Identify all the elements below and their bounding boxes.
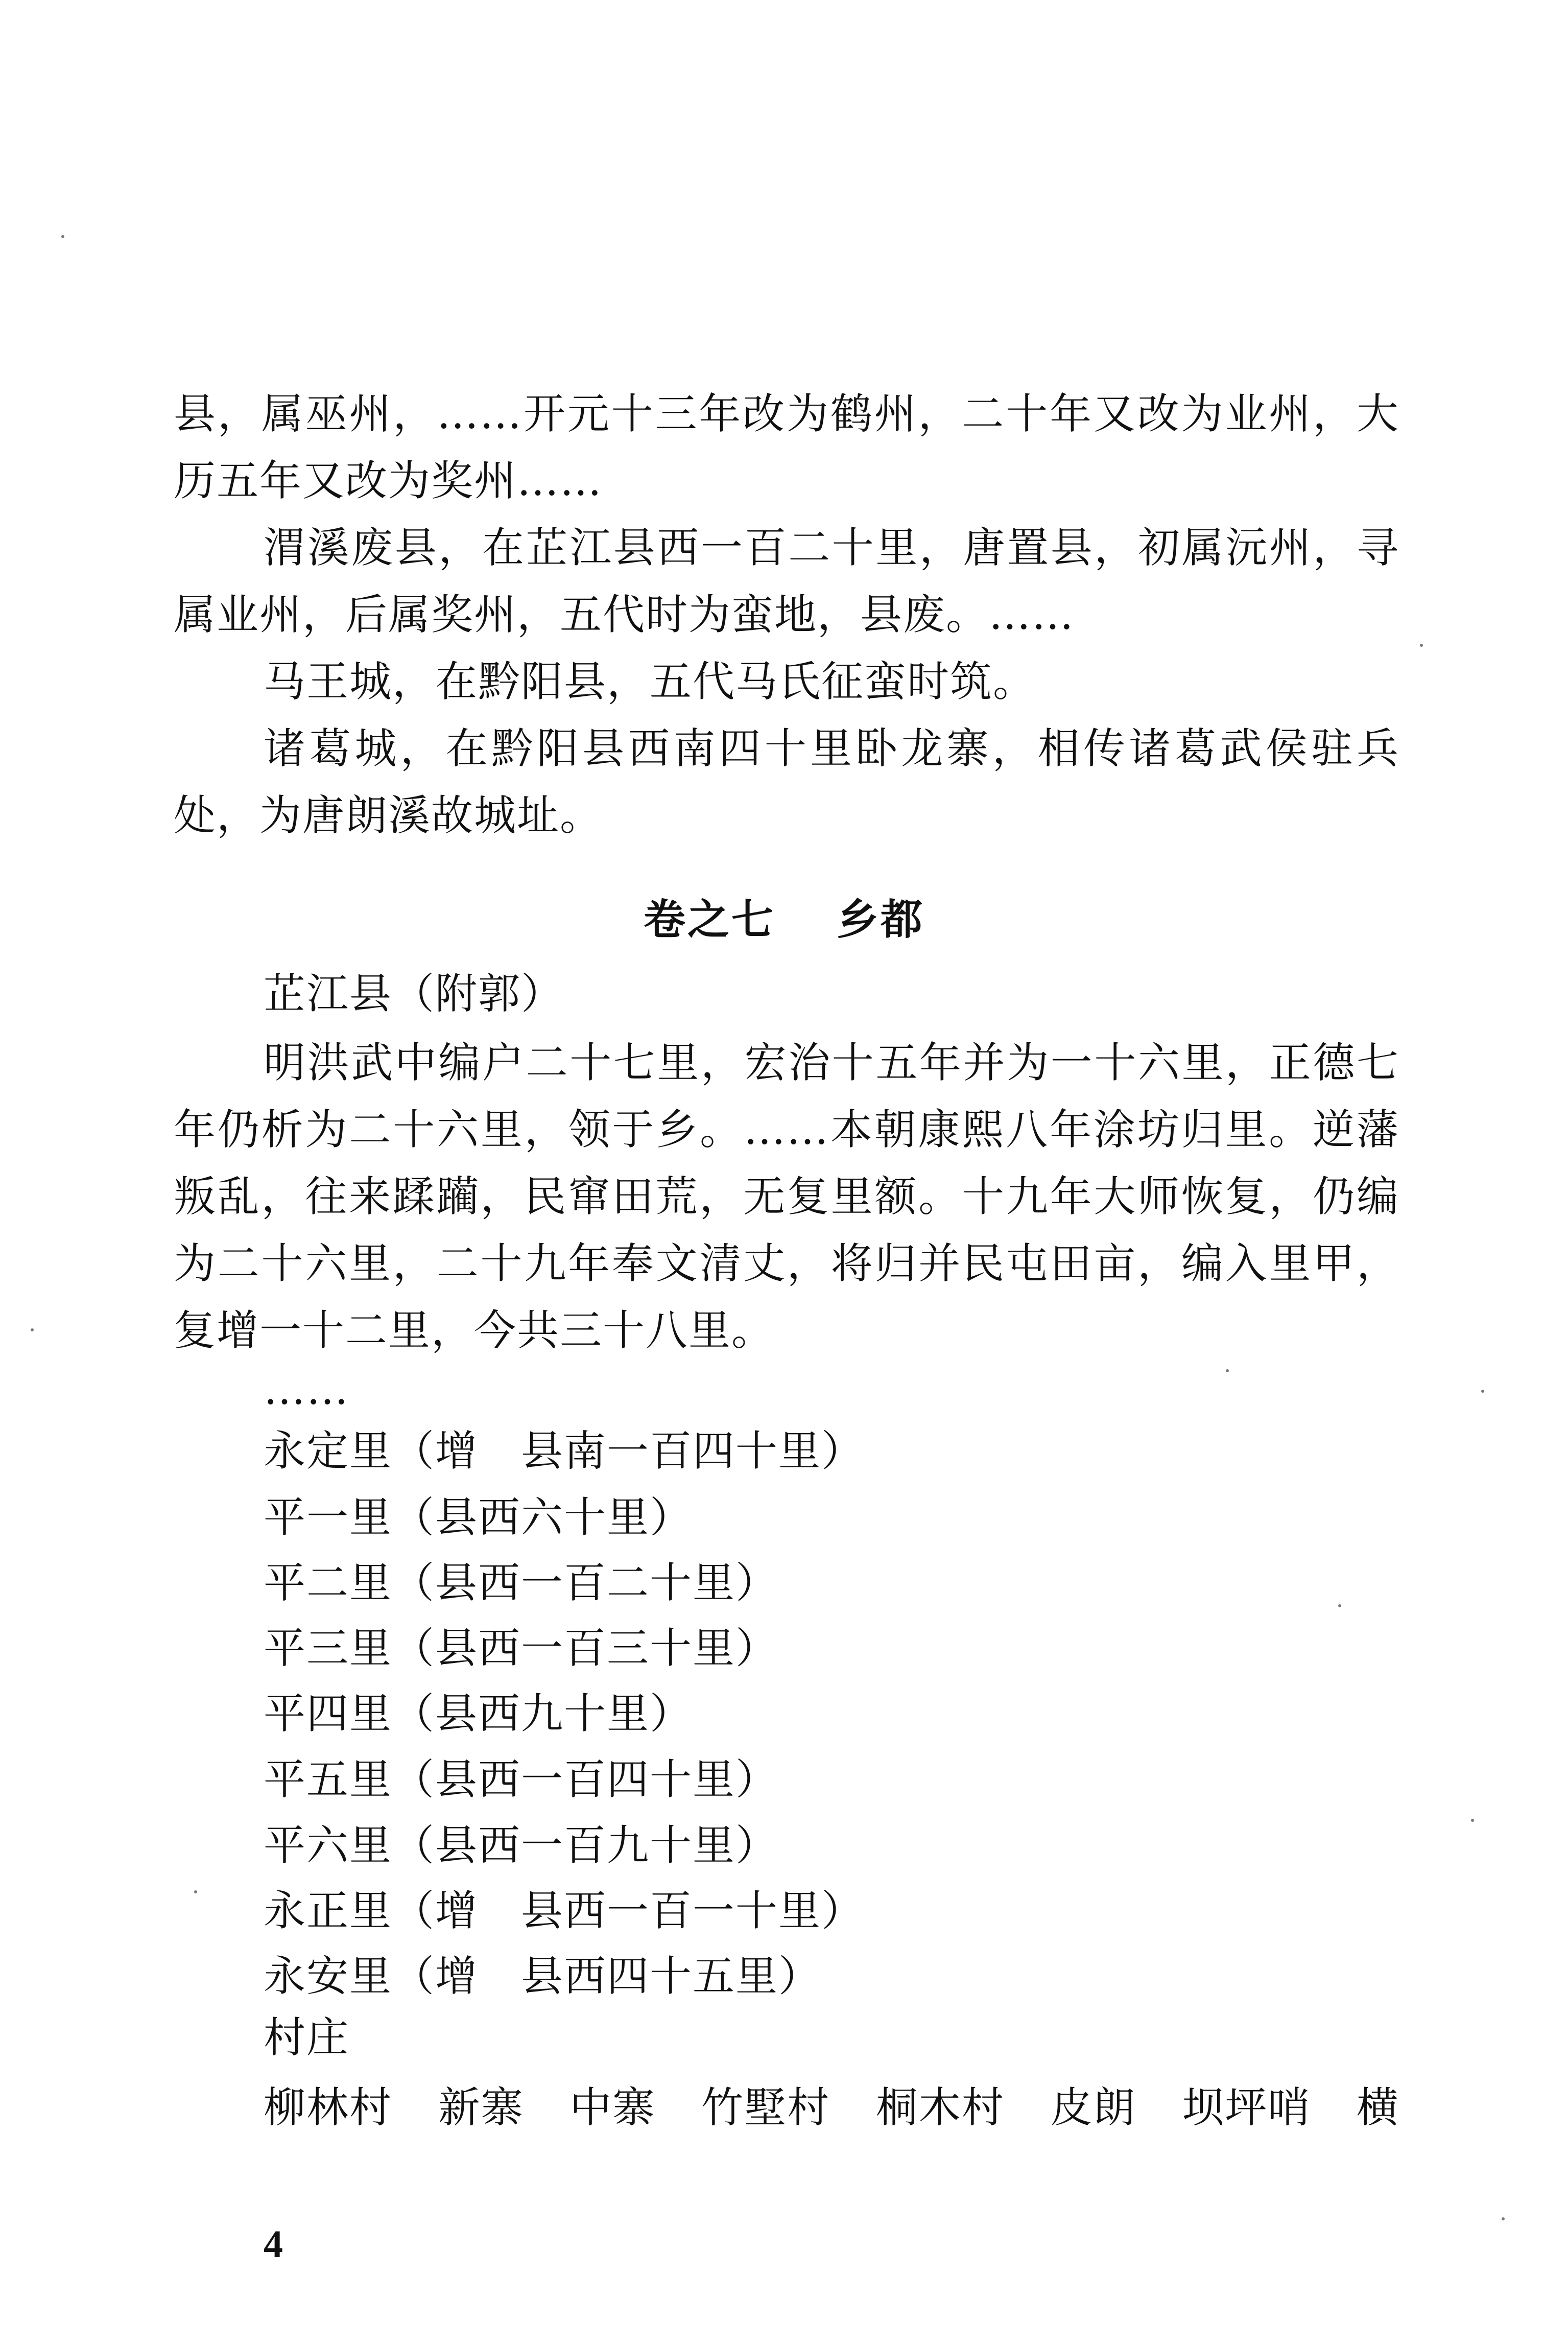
village-item: 皮朗: [1050, 2083, 1136, 2132]
scan-speck: [61, 235, 64, 238]
scan-speck: [1226, 1369, 1229, 1372]
list-item: 永安里（增 县西四十五里）: [264, 1952, 822, 2001]
village-item: 中寨: [569, 2083, 656, 2132]
scan-speck: [1502, 2217, 1505, 2220]
paragraph-zhuge-city: 诸葛城，在黔阳县西南四十里卧龙寨，相传诸葛武侯驻兵处，为唐朗溪故城址。: [174, 724, 1399, 840]
village-item: 竹墅村: [701, 2083, 830, 2132]
scan-speck: [1471, 1819, 1474, 1822]
village-item: 横: [1356, 2083, 1399, 2132]
list-item: 平四里（县西九十里）: [264, 1690, 693, 1738]
list-item: 平一里（县西六十里）: [264, 1493, 693, 1542]
villages-list: [264, 2074, 1399, 2134]
scan-speck: [1338, 1604, 1341, 1607]
list-item: 平三里（县西一百三十里）: [264, 1624, 779, 1673]
scan-speck: [31, 1328, 34, 1331]
section-heading: [0, 886, 1568, 946]
ellipsis: ……: [264, 1366, 349, 1414]
paragraph-mawang-city: 马王城，在黔阳县，五代马氏征蛮时筑。: [264, 658, 1036, 706]
page-number: 4: [264, 2223, 283, 2266]
list-item: 平六里（县西一百九十里）: [264, 1821, 779, 1870]
list-item: 永定里（增 县南一百四十里）: [264, 1427, 865, 1475]
paragraph-continued: 县，属巫州，……开元十三年改为鹤州，二十年又改为业州，大历五年又改为奖州……: [174, 390, 1399, 505]
scan-speck: [1481, 1390, 1484, 1393]
village-item: 新寨: [438, 2083, 524, 2132]
county-heading: 芷江县（附郭）: [264, 970, 564, 1018]
list-item: 平五里（县西一百四十里）: [264, 1755, 779, 1804]
scan-speck: [1420, 644, 1423, 647]
list-item: 平二里（县西一百二十里）: [264, 1559, 779, 1607]
paragraph-county-history: 明洪武中编户二十七里，宏治十五年并为一十六里，正德七年仍析为二十六里，领于乡。……本朝康熙八年涂坊归里。逆藩叛乱，往来蹂躏，民窜田荒，无复里额。十九年大师恢复，仍编为二十六里，二十九年奉文清丈，将归并民屯田亩，编入里甲，复增一十二里，今共三十八里。: [174, 1039, 1399, 1355]
village-item: 桐木村: [875, 2083, 1005, 2132]
scan-speck: [194, 1890, 197, 1893]
villages-heading: 村庄: [264, 2013, 350, 2062]
section-title: 乡都: [837, 895, 925, 944]
list-item: 永正里（增 县西一百一十里）: [264, 1887, 865, 1935]
paragraph-weixi-county: 渭溪废县，在芷江县西一百二十里，唐置县，初属沅州，寻属业州，后属奖州，五代时为蛮地，县废。……: [174, 524, 1399, 639]
volume-label: 卷之七: [643, 895, 775, 944]
village-item: 坝坪哨: [1182, 2083, 1311, 2132]
village-item: 柳林村: [264, 2083, 393, 2132]
